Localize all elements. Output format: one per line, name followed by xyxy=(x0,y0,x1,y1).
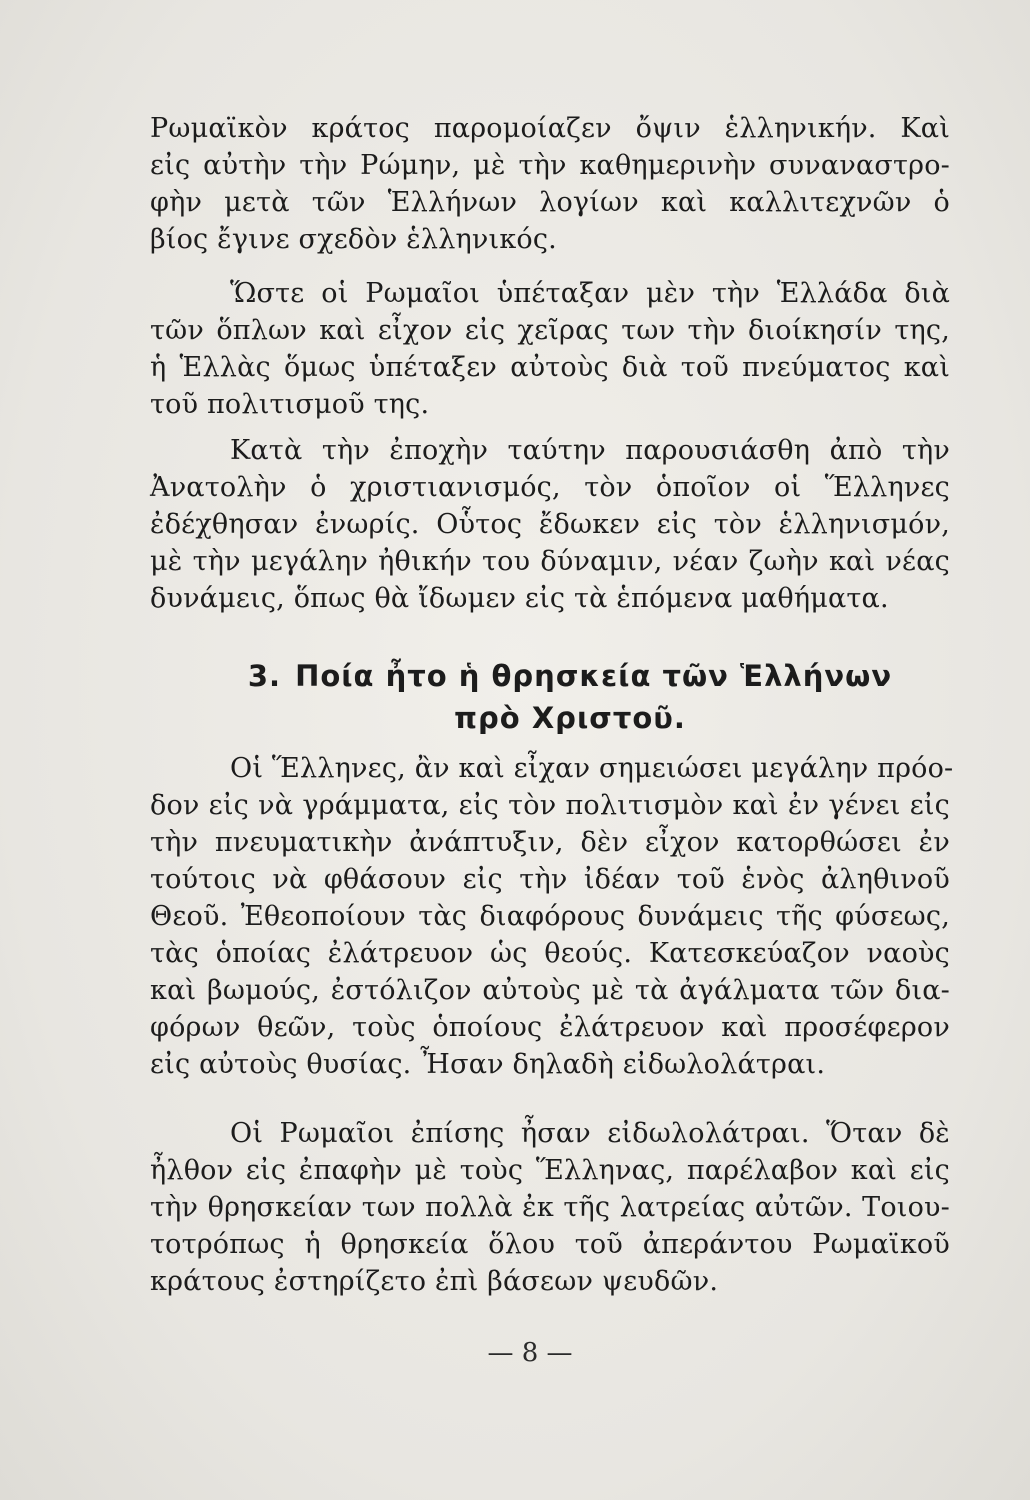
text-line: Οἱ Ρωμαῖοι ἐπίσης ἦσαν εἰδωλολάτραι. Ὅταν δὲ xyxy=(230,1118,950,1149)
text-line: Ρωμαϊκὸν κράτος παρομοίαζεν ὄψιν ἑλληνικήν. Καὶ xyxy=(150,113,950,144)
text-line: τοῦ πολιτισμοῦ της. xyxy=(150,389,430,420)
section-title-line-1: Ποία ἦτο ἡ θρησκεία τῶν Ἑλλήνων xyxy=(295,659,893,693)
text-line: κράτους ἐστηρίζετο ἐπὶ βάσεων ψευδῶν. xyxy=(150,1266,719,1297)
text-line: Ἀνατολὴν ὁ χριστιανισμός, τὸν ὁποῖον οἱ Ἕλληνες xyxy=(150,472,950,503)
text-line: Ὥστε οἱ Ρωμαῖοι ὑπέταξαν μὲν τὴν Ἑλλάδα διὰ xyxy=(230,278,950,309)
text-line: καὶ βωμούς, ἐστόλιζον αὐτοὺς μὲ τὰ ἀγάλματα τῶν δια- xyxy=(150,975,950,1006)
text-line: φόρων θεῶν, τοὺς ὁποίους ἐλάτρευον καὶ προσέφερον xyxy=(150,1012,950,1043)
text-line: τὰς ὁποίας ἐλάτρευον ὡς θεούς. Κατεσκεύαζον ναοὺς xyxy=(150,938,950,969)
text-line: Κατὰ τὴν ἐποχὴν ταύτην παρουσιάσθη ἀπὸ τὴν xyxy=(230,435,950,466)
text-line: ἡ Ἑλλὰς ὅμως ὑπέταξεν αὐτοὺς διὰ τοῦ πνεύματος καὶ xyxy=(150,352,950,383)
text-line: τὴν θρησκείαν των πολλὰ ἐκ τῆς λατρείας αὐτῶν. Τοιου- xyxy=(150,1192,950,1223)
paragraph-greek-religion xyxy=(150,750,954,1083)
text-line: ἦλθον εἰς ἐπαφὴν μὲ τοὺς Ἕλληνας, παρέλαβον καὶ εἰς xyxy=(150,1155,950,1186)
text-line: τὴν πνευματικὴν ἀνάπτυξιν, δὲν εἶχον κατορθώσει ἐν xyxy=(150,827,950,858)
text-line: εἰς αὐτοὺς θυσίας. Ἦσαν δηλαδὴ εἰδωλολάτραι. xyxy=(150,1049,826,1080)
text-line: φὴν μετὰ τῶν Ἑλλήνων λογίων καὶ καλλιτεχνῶν ὁ xyxy=(150,187,950,218)
paragraph-roman-religion xyxy=(150,1115,950,1300)
paragraph-conquest xyxy=(150,275,950,423)
section-number: 3. xyxy=(247,659,282,693)
text-line: δον εἰς νὰ γράμματα, εἰς τὸν πολιτισμὸν καὶ ἐν γένει εἰς xyxy=(150,790,950,821)
text-line: βίος ἔγινε σχεδὸν ἑλληνικός. xyxy=(150,224,557,255)
paragraph-christianity xyxy=(150,432,950,617)
text-line: ἐδέχθησαν ἐνωρίς. Οὗτος ἔδωκεν εἰς τὸν ἑλληνισμόν, xyxy=(150,509,950,540)
text-line: τῶν ὅπλων καὶ εἶχον εἰς χεῖρας των τὴν διοίκησίν της, xyxy=(150,315,950,346)
text-line: μὲ τὴν μεγάλην ἠθικήν του δύναμιν, νέαν ζωὴν καὶ νέας xyxy=(150,546,950,577)
section-heading xyxy=(240,655,900,739)
text-line: δυνάμεις, ὅπως θὰ ἴδωμεν εἰς τὰ ἑπόμενα μαθήματα. xyxy=(150,583,889,614)
paragraph-roman-state xyxy=(150,110,950,258)
text-line: Οἱ Ἕλληνες, ἂν καὶ εἶχαν σημειώσει μεγάλην πρόο- xyxy=(230,753,954,784)
text-line: Θεοῦ. Ἐθεοποίουν τὰς διαφόρους δυνάμεις τῆς φύσεως, xyxy=(150,901,950,932)
text-line: τοτρόπως ἡ θρησκεία ὅλου τοῦ ἀπεράντου Ρωμαϊκοῦ xyxy=(150,1229,950,1260)
text-line: εἰς αὐτὴν τὴν Ρώμην, μὲ τὴν καθημερινὴν συναναστρο- xyxy=(150,150,950,181)
section-title-line-2: πρὸ Χριστοῦ. xyxy=(454,701,686,735)
section-heading-line-1 xyxy=(240,655,900,697)
page-number: — 8 — xyxy=(487,1338,573,1368)
text-line: τούτοις νὰ φθάσουν εἰς τὴν ἰδέαν τοῦ ἑνὸς ἀληθινοῦ xyxy=(150,864,950,895)
